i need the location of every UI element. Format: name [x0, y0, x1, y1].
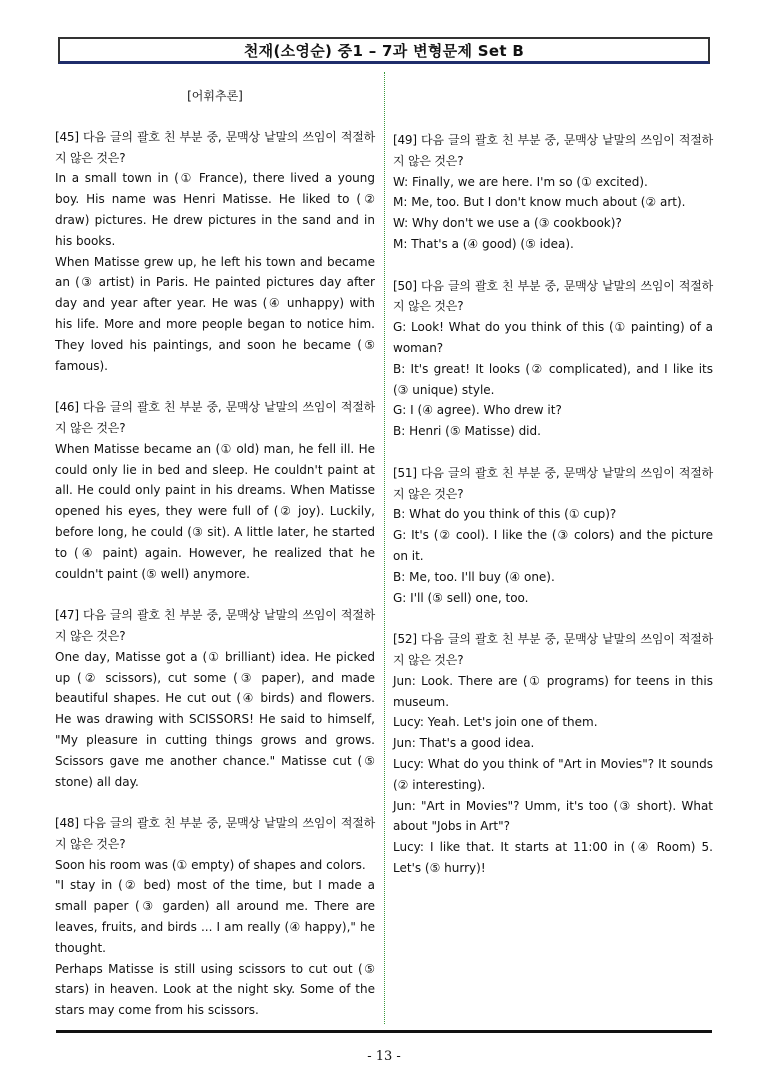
dialogue-line: G: I'll (⑤ sell) one, too. [393, 590, 529, 605]
dialogue-line: Lucy: I like that. It starts at 11:00 in (④ Room) 5. Let's (⑤ hurry)! [393, 840, 713, 875]
dialogue-line: M: That's a (④ good) (⑤ idea). [393, 236, 574, 251]
passage-paragraph: One day, Matisse got a (① brilliant) idea. He picked up (② scissors), cut some (③ paper), and made beautiful shapes. He cut out (④ birds) and flowers. He was drawing with SCISSORS! He said to himself, "My pleasure in cutting things grows and grows. Scissors gave me another chance." Matisse cut (⑤ stone) all day. [55, 649, 375, 789]
question-prompt: [52] 다음 글의 괄호 친 부분 중, 문맥상 낱말의 쓰임이 적절하지 않은 것은? [393, 632, 713, 667]
passage-paragraph: When Matisse became an (① old) man, he fell ill. He could only lie in bed and sleep. He couldn't paint at all. He could only paint in his dreams. When Matisse opened his eyes, they were full of (② joy). Luckily, before long, he could (③ sit). A little later, he started to (④ paint) again. However, he realized that he couldn't paint (⑤ well) anymore. [55, 441, 375, 581]
dialogue-line: G: It's (② cool). I like the (③ colors) and the picture on it. [393, 528, 713, 563]
question-52 [393, 629, 713, 879]
passage-paragraph: Perhaps Matisse is still using scissors to cut out (⑤ stars) in heaven. Look at the night sky. Some of the stars may come from his scissors. [55, 961, 375, 1018]
dialogue-line: W: Why don't we use a (③ cookbook)? [393, 216, 622, 231]
dialogue-line: Lucy: What do you think of "Art in Movies"? It sounds (② interesting). [393, 756, 713, 792]
dialogue-line: B: It's great! It looks (② complicated), and I like its (③ unique) style. [393, 361, 713, 397]
question-48 [55, 813, 375, 1021]
question-51 [393, 463, 713, 609]
dialogue-line: Jun: That's a good idea. [393, 736, 535, 751]
dialogue-line: B: Henri (⑤ Matisse) did. [393, 424, 541, 439]
question-prompt: [45] 다음 글의 괄호 친 부분 중, 문맥상 낱말의 쓰임이 적절하지 않은 것은? [55, 129, 375, 165]
section-label: [어휘추론] [187, 89, 243, 103]
right-column [393, 86, 713, 899]
dialogue-line: M: Me, too. But I don't know much about (② art). [393, 195, 686, 210]
passage-paragraph: Soon his room was (① empty) of shapes and colors. [55, 857, 366, 872]
dialogue-line: G: I (④ agree). Who drew it? [393, 403, 562, 418]
dialogue-line: Jun: "Art in Movies"? Umm, it's too (③ short). What about "Jobs in Art"? [393, 798, 713, 834]
page-header [58, 37, 710, 64]
left-column [55, 86, 375, 1042]
dialogue-line: Jun: Look. There are (① programs) for teens in this museum. [393, 673, 713, 709]
dialogue-line: B: What do you think of this (① cup)? [393, 507, 617, 522]
footer-rule [56, 1030, 712, 1033]
question-prompt: [47] 다음 글의 괄호 친 부분 중, 문맥상 낱말의 쓰임이 적절하지 않은 것은? [55, 608, 375, 643]
question-prompt: [49] 다음 글의 괄호 친 부분 중, 문맥상 낱말의 쓰임이 적절하지 않은 것은? [393, 133, 713, 168]
question-49 [393, 130, 713, 255]
passage-paragraph: "I stay in (② bed) most of the time, but I made a small paper (③ garden) all around me. There are leaves, fruits, and birds ... I am really (④ happy)," he thought. [55, 878, 375, 955]
dialogue-line: Lucy: Yeah. Let's join one of them. [393, 715, 598, 730]
passage-paragraph: In a small town in (① France), there lived a young boy. His name was Henri Matisse. He liked to (② draw) pictures. He drew pictures in the sand and in his books. [55, 171, 375, 248]
question-prompt: [46] 다음 글의 괄호 친 부분 중, 문맥상 낱말의 쓰임이 적절하지 않은 것은? [55, 400, 375, 435]
question-prompt: [48] 다음 글의 괄호 친 부분 중, 문맥상 낱말의 쓰임이 적절하지 않은 것은? [55, 816, 375, 851]
question-45 [55, 127, 375, 377]
question-50 [393, 276, 713, 442]
page-number: - 13 - [367, 1049, 401, 1064]
passage-paragraph: When Matisse grew up, he left his town and became an (③ artist) in Paris. He painted pictures day after day and year after year. He was (④ unhappy) with his life. More and more people began to notice him. They loved his paintings, and soon he became (⑤ famous). [55, 254, 375, 373]
column-divider [384, 72, 385, 1024]
question-47 [55, 605, 375, 792]
question-46 [55, 397, 375, 584]
dialogue-line: G: Look! What do you think of this (① painting) of a woman? [393, 320, 713, 355]
header-title: 천재(소영순) 중1 – 7과 변형문제 Set B [243, 41, 525, 60]
dialogue-line: W: Finally, we are here. I'm so (① excited). [393, 174, 648, 189]
question-prompt: [51] 다음 글의 괄호 친 부분 중, 문맥상 낱말의 쓰임이 적절하지 않은 것은? [393, 465, 713, 501]
question-prompt: [50] 다음 글의 괄호 친 부분 중, 문맥상 낱말의 쓰임이 적절하지 않은 것은? [393, 278, 713, 314]
dialogue-line: B: Me, too. I'll buy (④ one). [393, 569, 555, 584]
